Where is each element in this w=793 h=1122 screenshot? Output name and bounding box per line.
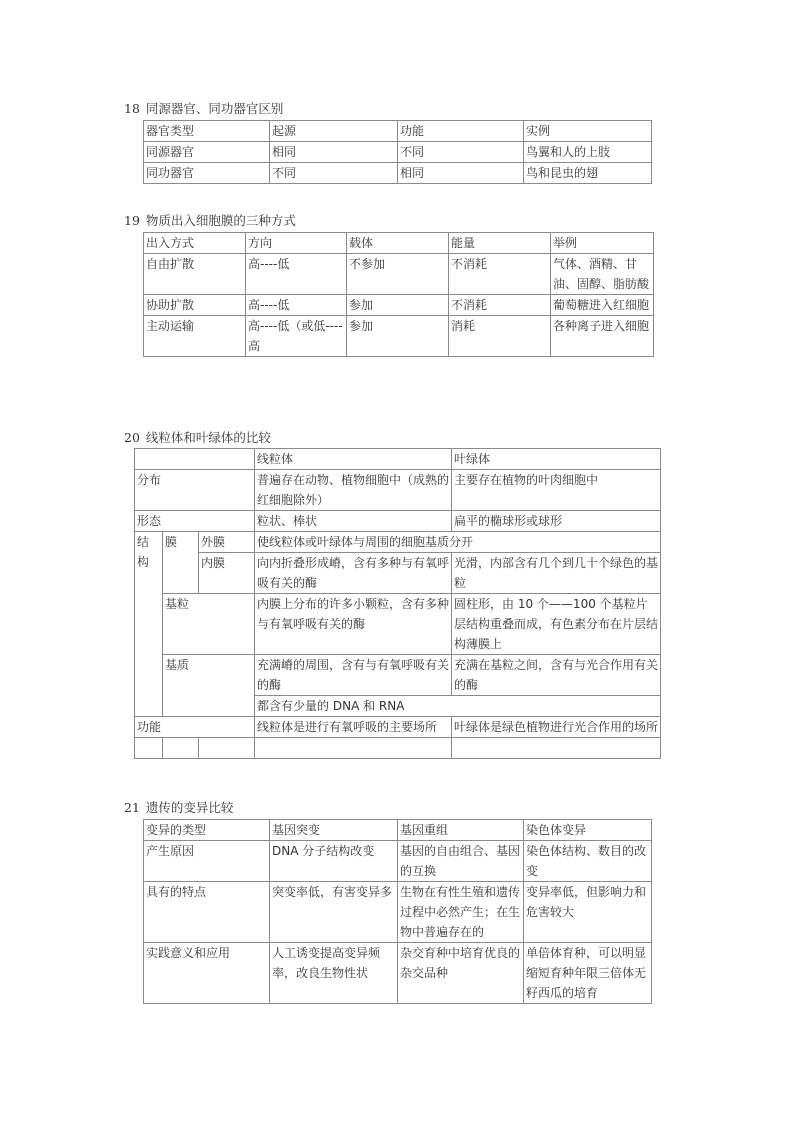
empty-cell xyxy=(199,738,255,759)
table-cell: 协助扩散 xyxy=(144,295,246,316)
section-20-title xyxy=(124,430,271,446)
header-cell: 能量 xyxy=(449,233,551,254)
row-label: 外膜 xyxy=(199,532,255,553)
table-cell: 鸟和昆虫的翅 xyxy=(524,163,652,184)
table-cell: 生物在有性生殖和遗传过程中必然产生；在生物中普遍存在的 xyxy=(398,882,524,943)
empty-cell xyxy=(452,738,661,759)
header-cell: 实例 xyxy=(524,121,652,142)
table-cell: 突变率低，有害变异多 xyxy=(270,882,398,943)
header-cell: 出入方式 xyxy=(144,233,246,254)
table-cell: 光滑，内部含有几个到几十个绿色的基粒 xyxy=(452,553,661,594)
header-cell: 器官类型 xyxy=(144,121,270,142)
empty-cell xyxy=(163,738,199,759)
table-cell: 杂交育种中培育优良的杂交品种 xyxy=(398,943,524,1004)
table-row xyxy=(144,254,654,295)
table-cell: 不消耗 xyxy=(449,254,551,295)
table-cell: 参加 xyxy=(347,295,449,316)
table-cell: 同源器官 xyxy=(144,142,270,163)
row-label: 形态 xyxy=(135,511,255,532)
table-cell: 充满在基粒之间，含有与光合作用有关的酶 xyxy=(452,655,661,696)
table-cell: 圆柱形，由 10 个——100 个基粒片层结构重叠而成，有色素分布在片层结构薄膜上 xyxy=(452,594,661,655)
table-row xyxy=(135,655,661,696)
table-row xyxy=(135,553,661,594)
table-cell: 具有的特点 xyxy=(144,882,270,943)
header-cell: 染色体变异 xyxy=(524,820,652,841)
table-cell: 不消耗 xyxy=(449,295,551,316)
table-cell: 叶绿体是绿色植物进行光合作用的场所 xyxy=(452,717,661,738)
table-cell: 鸟翼和人的上肢 xyxy=(524,142,652,163)
membrane-label: 膜 xyxy=(163,532,199,594)
table-cell: 不参加 xyxy=(347,254,449,295)
table-row xyxy=(144,295,654,316)
section-21-title xyxy=(124,800,233,816)
section-title-text: 物质出入细胞膜的三种方式 xyxy=(145,213,296,228)
table-cell: 消耗 xyxy=(449,316,551,357)
table-cell: 普遍存在动物、植物细胞中（成熟的红细胞除外） xyxy=(255,470,452,511)
membrane-transport-table xyxy=(143,232,654,357)
table-cell: 相同 xyxy=(398,163,524,184)
table-row xyxy=(144,163,652,184)
row-label: 基粒 xyxy=(163,594,255,655)
header-cell: 载体 xyxy=(347,233,449,254)
section-title-text: 遗传的变异比较 xyxy=(145,800,234,815)
table-row xyxy=(135,594,661,655)
row-label: 内膜 xyxy=(199,553,255,594)
table-cell: 变异率低，但影响力和危害较大 xyxy=(524,882,652,943)
section-number: 20 xyxy=(124,430,140,445)
homologous-organs-table xyxy=(143,120,652,184)
table-row xyxy=(144,841,652,882)
table-cell: 内膜上分布的许多小颗粒，含有多种与有氧呼吸有关的酶 xyxy=(255,594,452,655)
header-cell: 方向 xyxy=(246,233,347,254)
header-cell: 基因重组 xyxy=(398,820,524,841)
table-cell: 扁平的椭球形或球形 xyxy=(452,511,661,532)
table-cell: 都含有少量的 DNA 和 RNA xyxy=(255,696,661,717)
table-header-row xyxy=(144,121,652,142)
table-row xyxy=(135,511,661,532)
table-cell: 自由扩散 xyxy=(144,254,246,295)
header-cell: 起源 xyxy=(270,121,398,142)
section-18-title xyxy=(124,101,283,117)
table-header-row xyxy=(135,449,661,470)
section-title-text: 同源器官、同功器官区别 xyxy=(145,101,284,116)
section-number: 19 xyxy=(124,213,140,228)
table-cell: 基因的自由组合、基因的互换 xyxy=(398,841,524,882)
header-cell: 叶绿体 xyxy=(452,449,661,470)
table-header-row xyxy=(144,820,652,841)
row-label: 基质 xyxy=(163,655,255,717)
table-cell: 主动运输 xyxy=(144,316,246,357)
table-cell: 同功器官 xyxy=(144,163,270,184)
table-cell: 主要存在植物的叶肉细胞中 xyxy=(452,470,661,511)
table-cell: 染色体结构、数目的改变 xyxy=(524,841,652,882)
header-cell xyxy=(135,449,255,470)
structure-label: 结构 xyxy=(135,532,163,717)
table-row xyxy=(144,882,652,943)
table-cell: 不同 xyxy=(270,163,398,184)
table-cell: 参加 xyxy=(347,316,449,357)
table-cell: 向内折叠形成嵴，含有多种与有氧呼吸有关的酶 xyxy=(255,553,452,594)
table-row xyxy=(135,470,661,511)
header-cell: 举例 xyxy=(551,233,654,254)
header-cell: 线粒体 xyxy=(255,449,452,470)
table-cell: 实践意义和应用 xyxy=(144,943,270,1004)
header-cell: 变异的类型 xyxy=(144,820,270,841)
table-row xyxy=(144,943,652,1004)
table-row xyxy=(135,717,661,738)
section-19-title xyxy=(124,213,296,229)
table-cell: 相同 xyxy=(270,142,398,163)
table-row xyxy=(144,316,654,357)
empty-cell xyxy=(255,738,452,759)
table-cell: DNA 分子结构改变 xyxy=(270,841,398,882)
mitochondria-chloroplast-table xyxy=(134,448,661,759)
row-label: 功能 xyxy=(135,717,255,738)
row-label: 分布 xyxy=(135,470,255,511)
table-cell: 各种离子进入细胞 xyxy=(551,316,654,357)
table-row xyxy=(144,142,652,163)
section-number: 21 xyxy=(124,800,140,815)
section-title-text: 线粒体和叶绿体的比较 xyxy=(145,430,271,445)
empty-cell xyxy=(135,738,163,759)
table-cell: 高----低 xyxy=(246,295,347,316)
table-cell: 产生原因 xyxy=(144,841,270,882)
table-cell: 人工诱变提高变异频率，改良生物性状 xyxy=(270,943,398,1004)
table-cell: 气体、酒精、甘油、固醇、脂肪酸 xyxy=(551,254,654,295)
table-cell: 粒状、棒状 xyxy=(255,511,452,532)
table-cell: 不同 xyxy=(398,142,524,163)
table-cell: 线粒体是进行有氧呼吸的主要场所 xyxy=(255,717,452,738)
header-cell: 功能 xyxy=(398,121,524,142)
table-row xyxy=(135,532,661,553)
header-cell: 基因突变 xyxy=(270,820,398,841)
table-header-row xyxy=(144,233,654,254)
table-cell: 充满嵴的周围，含有与有氧呼吸有关的酶 xyxy=(255,655,452,696)
table-cell: 使线粒体或叶绿体与周围的细胞基质分开 xyxy=(255,532,661,553)
table-cell: 单倍体育种，可以明显缩短育种年限三倍体无籽西瓜的培育 xyxy=(524,943,652,1004)
section-number: 18 xyxy=(124,101,140,116)
table-cell: 葡萄糖进入红细胞 xyxy=(551,295,654,316)
genetic-variation-table xyxy=(143,819,652,1004)
table-row xyxy=(135,738,661,759)
table-cell: 高----低 xyxy=(246,254,347,295)
table-cell: 高----低（或低----高 xyxy=(246,316,347,357)
